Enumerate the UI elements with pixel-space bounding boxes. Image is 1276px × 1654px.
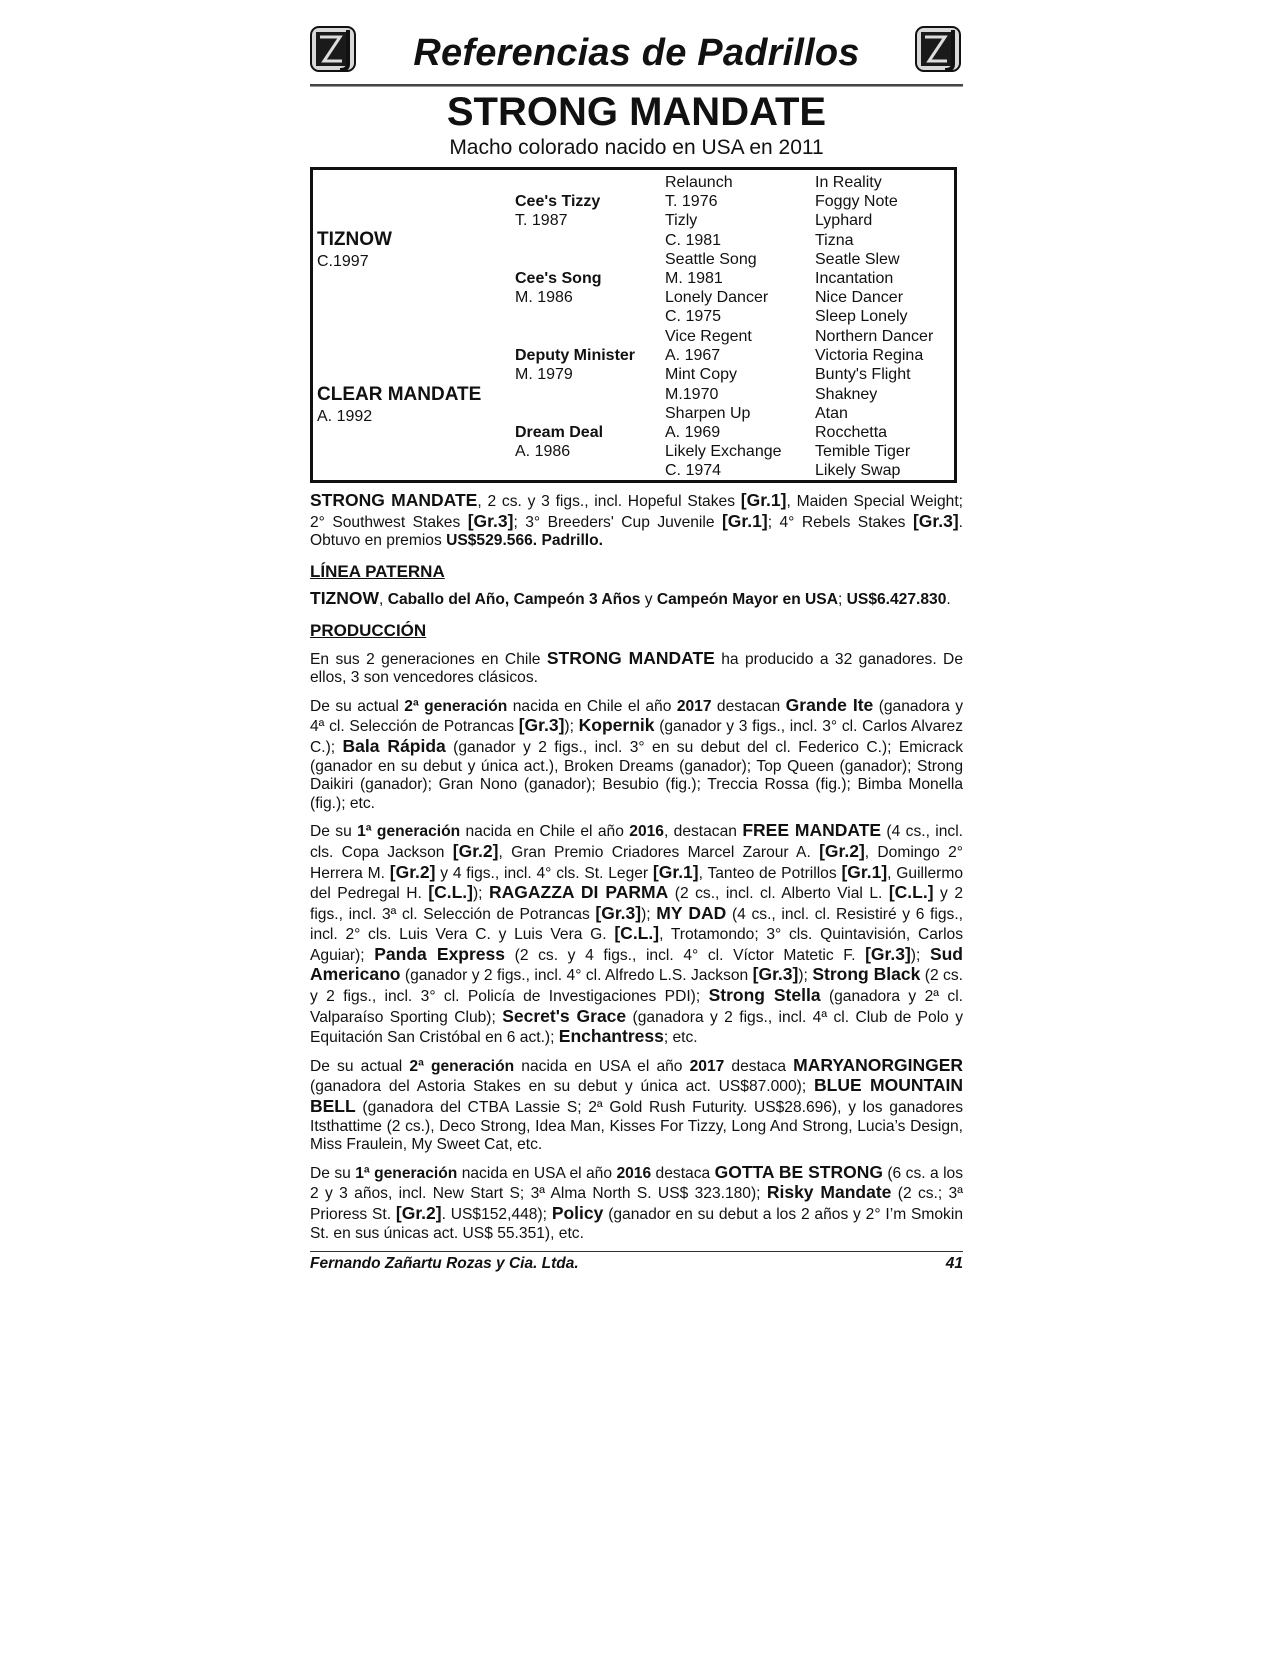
text-run: (ganadora y 4ª cl. Selección de Potrancas <box>310 697 964 736</box>
text-run: (ganadora y 2ª cl. Valparaíso Sporting Club); <box>310 988 963 1026</box>
text-run: ); <box>798 967 813 985</box>
text-run: De su <box>310 823 358 841</box>
highlight: BLUE MOUNTAIN BELL <box>310 1075 963 1117</box>
horse-name: STRONG MANDATE <box>446 90 827 134</box>
text-run: destaca <box>651 1164 715 1182</box>
pedigree-gen3-year: M. 1981 <box>665 270 723 287</box>
pedigree-gen4: Foggy Note <box>815 193 898 210</box>
pedigree-gen3-year: A. 1969 <box>665 424 721 441</box>
pedigree-gen3-year: T. 1976 <box>665 193 718 210</box>
pedigree-dam-dam-year: A. 1986 <box>515 443 571 460</box>
grade-badge: [Gr.3] <box>595 902 642 923</box>
highlight: Bala Rápida <box>342 735 446 756</box>
text-run: (4 cs., incl. cls. Copa Jackson <box>310 823 964 861</box>
text-run: Caballo del Año, Campeón 3 Años <box>387 591 641 609</box>
text-run: nacida en Chile el año <box>507 697 677 715</box>
highlight: FREE MANDATE <box>742 820 882 841</box>
section-heading-produccion: PRODUCCIÓN <box>310 620 427 640</box>
text-run: y <box>640 591 657 609</box>
highlight: STRONG MANDATE <box>546 647 715 668</box>
pedigree-gen4: Rocchetta <box>815 424 888 441</box>
highlight: RAGAZZA DI PARMA <box>489 882 669 903</box>
text-run: destaca <box>724 1057 794 1075</box>
produccion-paragraph <box>310 821 963 1048</box>
highlight: Panda Express <box>374 943 506 964</box>
text-run: , destacan <box>663 823 743 841</box>
text-run: De su actual <box>310 1057 410 1075</box>
pedigree-gen3-year: M.1970 <box>665 386 719 403</box>
pedigree-sire-sire-year: T. 1987 <box>515 212 568 229</box>
pedigree-dam-name: CLEAR MANDATE <box>317 384 482 405</box>
logo-icon <box>915 24 963 74</box>
pedigree-sire-dam-name: Cee's Song <box>515 270 602 287</box>
pedigree-sire-year: C.1997 <box>317 253 369 270</box>
pedigree-gen3-name: Lonely Dancer <box>665 289 769 306</box>
grade-badge: [C.L.] <box>888 882 934 903</box>
text-run: 2017 <box>676 697 712 715</box>
pedigree-gen4: Northern Dancer <box>815 328 934 345</box>
page-footer <box>310 1255 963 1273</box>
text-run: (4 cs., incl. cl. Resistiré y 6 figs., incl. 2° cls. Luis Vera C. y Luis Vera G. <box>310 905 963 944</box>
highlight: MY DAD <box>656 902 727 923</box>
grade-badge: [Gr.1] <box>721 510 768 531</box>
text-run: ; <box>837 591 847 609</box>
text-run: nacida en Chile el año <box>460 823 630 841</box>
pedigree-gen3-name: Likely Exchange <box>665 443 782 460</box>
grade-badge: [Gr.1] <box>652 861 699 882</box>
text-run: y 2 figs., incl. 3ª cl. Selección de Potrancas <box>310 885 963 923</box>
pedigree-dam-sire-year: M. 1979 <box>515 366 573 383</box>
text-run: 2017 <box>689 1057 725 1075</box>
text-run: Campeón Mayor en USA <box>656 591 838 609</box>
grade-badge: [Gr.1] <box>841 861 888 882</box>
highlight: Risky Mandate <box>766 1182 892 1203</box>
text-run: 2ª generación <box>404 697 508 715</box>
grade-badge: [Gr.2] <box>395 1203 442 1223</box>
text-run: (ganadora del Astoria Stakes en su debut y única act. US$87.000); <box>310 1078 814 1096</box>
text-run: (ganadora del CTBA Lassie S; 2ª Gold Rush Futurity. US$28.696), y los ganadores Itsthattime (2 cs.), Deco Strong, Idea Man, Kisses For Tizzy, Long And Strong, Lucia’s Design, Miss Fraulein, My Sweet Cat, etc. <box>310 1099 963 1154</box>
text-run: (ganador y 2 figs., incl. 3° en su debut del cl. Federico C.); Emicrack (ganador en su debut y única act.), Broken Dreams (ganador); Top Queen (ganador); Strong Daikiri (ganador); Gran Nono (ganador); Besubio (fig.); Treccia Rossa (fig.); Bimba Monella (fig.); etc. <box>310 738 963 812</box>
text-run: (ganador y 3 figs., incl. 3° cl. Carlos Alvarez C.); <box>310 718 964 756</box>
pedigree-table <box>310 167 957 483</box>
pedigree-gen3-name: Relaunch <box>665 174 733 191</box>
text-run: (2 cs. y 2 figs., incl. 3° cl. Policía de Investigaciones PDI); <box>310 967 963 1006</box>
text-run: ); <box>910 946 930 964</box>
text-run: , Maiden Special Weight; 2° Southwest Stakes <box>310 493 963 531</box>
text-run: , Domingo 2° Herrera M. <box>310 843 964 882</box>
prize-amount: US$529.566. Padrillo. <box>446 532 603 550</box>
produccion-paragraph <box>310 649 963 688</box>
text-run: ; etc. <box>663 1029 698 1047</box>
grade-badge: [Gr.3] <box>865 943 911 964</box>
text-run: (2 cs.; 3ª Prioress St. <box>310 1185 963 1223</box>
pedigree-sire-sire-name: Cee's Tizzy <box>515 193 601 210</box>
produccion-paragraph <box>310 696 963 814</box>
text-run: . <box>946 591 951 609</box>
header-rule <box>310 84 963 87</box>
prize-amount: US$6.427.830 <box>846 591 947 609</box>
pedigree-gen3-year: C. 1974 <box>665 462 722 479</box>
text-run: ; 3° Breeders' Cup Juvenile <box>513 513 722 531</box>
pedigree-gen3-name: Mint Copy <box>665 366 738 383</box>
pedigree-sire-name: TIZNOW <box>317 229 392 250</box>
grade-badge: [Gr.3] <box>518 715 565 736</box>
highlight: Enchantress <box>558 1026 664 1047</box>
text-run: , 2 cs. y 3 figs., incl. Hopeful Stakes <box>477 493 741 510</box>
text-run: ha producido a 32 ganadores. De ellos, 3 son vencedores clásicos. <box>310 650 963 687</box>
text-run: (2 cs., incl. cl. Alberto Vial L. <box>668 885 889 903</box>
pedigree-gen3-name: Tizly <box>665 212 698 229</box>
pedigree-gen4: Seatle Slew <box>815 251 900 268</box>
produccion-paragraph <box>310 1163 963 1243</box>
text-run: y 4 figs., incl. 4° cls. St. Leger <box>435 864 653 882</box>
pedigree-gen4: Sleep Lonely <box>815 308 908 325</box>
grade-badge: [Gr.3] <box>912 510 959 531</box>
pedigree-gen3-year: C. 1975 <box>665 308 722 325</box>
text-run: 1ª generación <box>355 1164 458 1182</box>
text-run: 2ª generación <box>409 1057 515 1075</box>
pedigree-gen4: Tizna <box>815 232 854 249</box>
pedigree-gen3-year: A. 1967 <box>665 347 721 364</box>
pedigree-gen3-name: Vice Regent <box>665 328 752 345</box>
pedigree-gen4: Shakney <box>815 386 878 403</box>
text-run: (2 cs. y 4 figs., incl. 4° cl. Víctor Matetic F. <box>505 946 866 964</box>
text-run: 2016 <box>629 823 664 841</box>
highlight: Policy <box>551 1203 604 1223</box>
produccion-paragraph <box>310 1056 963 1155</box>
highlight: Strong Black <box>812 964 921 985</box>
text-run: ); <box>472 885 489 903</box>
text-run: , <box>379 591 388 609</box>
grade-badge: [Gr.3] <box>752 964 799 985</box>
text-run: ); <box>564 718 579 736</box>
document-page <box>310 18 963 1273</box>
page-header <box>310 18 963 82</box>
grade-badge: [C.L.] <box>614 923 660 944</box>
pedigree-gen4: Temible Tiger <box>815 443 911 460</box>
pedigree-gen4: Bunty's Flight <box>815 366 911 383</box>
text-run: (ganador y 2 figs., incl. 4° cl. Alfredo L.S. Jackson <box>400 967 753 985</box>
grade-badge: [Gr.3] <box>467 510 514 531</box>
text-run: . Obtuvo en premios <box>310 513 963 550</box>
text-run: ; 4° Rebels Stakes <box>767 513 913 531</box>
text-run: 1ª generación <box>357 823 461 841</box>
pedigree-dam-sire-name: Deputy Minister <box>515 347 636 364</box>
pedigree-gen3-name: Sharpen Up <box>665 405 751 422</box>
text-run: (ganadora y 2 figs., incl. 4ª cl. Club de Polo y Equitación San Cristóbal en 6 act.); <box>310 1008 964 1047</box>
pedigree-gen4: In Reality <box>815 174 882 191</box>
highlight: Secret's Grace <box>502 1005 627 1026</box>
pedigree-gen4: Nice Dancer <box>815 289 904 306</box>
section-heading-linea: LÍNEA PATERNA <box>310 561 445 581</box>
text-run: (ganador en su debut a los 2 años y 2° I’m Smokin St. en sus únicas act. US$ 55.351), etc. <box>310 1206 963 1242</box>
text-run: destacan <box>711 697 786 715</box>
text-run: , Trotamondo; 3° cls. Quintavisión, Carlos Aguiar); <box>310 926 964 964</box>
highlight: GOTTA BE STRONG <box>714 1161 883 1182</box>
pedigree-gen3-name: Seattle Song <box>665 251 757 268</box>
grade-badge: [C.L.] <box>428 882 473 903</box>
text-run: (6 cs. a los 2 y 3 años, incl. New Start S; 3ª Alma North S. US$ 323.180); <box>310 1164 964 1203</box>
highlight: MARYANORGINGER <box>793 1054 964 1075</box>
grade-badge: [Gr.2] <box>389 861 436 882</box>
text-run: , Gran Premio Criadores Marcel Zarour A. <box>498 843 820 861</box>
text-run: En sus 2 generaciones en Chile <box>310 650 547 668</box>
pedigree-dam-dam-name: Dream Deal <box>515 424 604 441</box>
text-run: . US$152,448); <box>441 1206 552 1223</box>
text-run: De su actual <box>310 697 405 715</box>
text-run: nacida en USA el año <box>514 1057 690 1075</box>
pedigree-dam-year: A. 1992 <box>317 408 373 425</box>
text-run: 2016 <box>616 1164 652 1182</box>
header-title: Referencias de Padrillos <box>413 32 860 74</box>
highlight: STRONG MANDATE <box>310 490 478 510</box>
pedigree-gen4: Victoria Regina <box>815 347 924 364</box>
footer-rule <box>310 1251 963 1252</box>
linea-paragraph <box>310 589 963 610</box>
pedigree-gen3-year: C. 1981 <box>665 232 722 249</box>
text-run: , Tanteo de Potrillos <box>698 864 842 882</box>
pedigree-gen4: Lyphard <box>815 212 873 229</box>
text-run: De su <box>310 1164 356 1182</box>
footer-company: Fernando Zañartu Rozas y Cia. Ltda. <box>310 1255 579 1273</box>
pedigree-gen4: Incantation <box>815 270 894 287</box>
text-run: , Guillermo del Pedregal H. <box>310 864 963 903</box>
highlight: Sud Americano <box>310 943 963 985</box>
pedigree-sire-dam-year: M. 1986 <box>515 289 573 306</box>
text-run: ); <box>641 905 657 923</box>
grade-badge: [Gr.2] <box>452 840 499 861</box>
summary-paragraph <box>310 491 963 551</box>
grade-badge: [Gr.1] <box>740 490 787 510</box>
horse-subtitle: Macho colorado nacido en USA en 2011 <box>449 136 824 159</box>
pedigree-gen4: Atan <box>815 405 848 422</box>
pedigree-gen4: Likely Swap <box>815 462 901 479</box>
highlight: Grande Ite <box>785 694 874 715</box>
highlight: TIZNOW <box>310 588 380 609</box>
highlight: Strong Stella <box>708 985 821 1006</box>
body-text <box>310 491 963 1243</box>
grade-badge: [Gr.2] <box>819 840 865 861</box>
text-run: nacida en USA el año <box>457 1164 617 1182</box>
page-number: 41 <box>945 1255 963 1273</box>
highlight: Kopernik <box>578 715 655 736</box>
